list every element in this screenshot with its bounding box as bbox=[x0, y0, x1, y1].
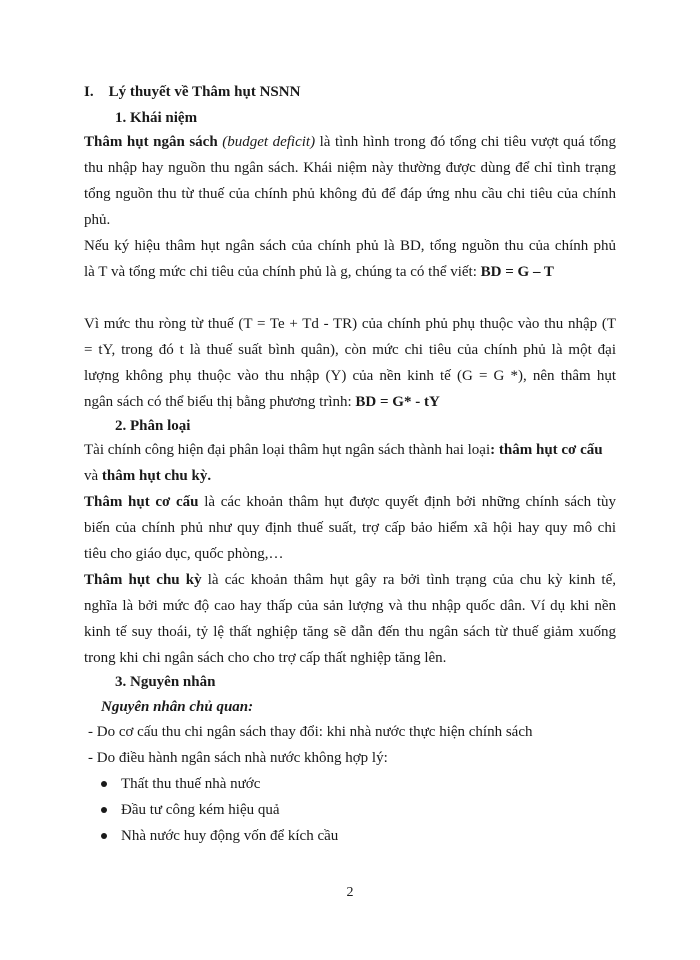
bullet-item-3: Nhà nước huy động vốn để kích cầu bbox=[121, 828, 339, 844]
bullet-icon bbox=[101, 833, 107, 839]
heading-classification: 2. Phân loại bbox=[115, 418, 191, 434]
structural-line-3: tiêu cho giáo dục, quốc phòng,… bbox=[84, 546, 284, 562]
structural-term: Thâm hụt cơ cấu bbox=[84, 494, 199, 510]
concept-paragraph-line-6 bbox=[84, 262, 554, 282]
concept-line-6-text: là T và tổng mức chi tiêu của chính phủ là g, chúng ta có thể viết: bbox=[84, 264, 477, 280]
concept-paragraph-line-2: thu nhập hay nguồn thu ngân sách. Khái niệm này thường được dùng để chỉ tình trạng bbox=[84, 160, 616, 176]
concept-paragraph-line-1 bbox=[84, 132, 616, 152]
concept-line-1-text: là tình hình trong đó tổng chi tiêu vượt quá tổng bbox=[319, 134, 617, 150]
subjective-causes-heading: Nguyên nhân chủ quan: bbox=[101, 699, 254, 715]
page-number: 2 bbox=[346, 885, 354, 900]
cyclical-line-2: nghĩa là bởi mức độ cao hay thấp của sản lượng và thu nhập quốc dân. Ví dụ khi nền bbox=[84, 598, 616, 614]
classification-intro-colon: : bbox=[490, 442, 496, 458]
section-heading: I. Lý thuyết về Thâm hụt NSNN bbox=[84, 84, 301, 100]
term-budget-deficit: Thâm hụt ngân sách bbox=[84, 134, 218, 150]
concept-paragraph-line-3: tổng nguồn thu từ thuế của chính phủ không đủ để đáp ứng nhu cầu chi tiêu của chính bbox=[84, 186, 616, 202]
classification-intro-line-2 bbox=[84, 466, 211, 486]
bullet-item-2: Đầu tư công kém hiệu quả bbox=[121, 802, 280, 818]
structural-line-1-text: là các khoản thâm hụt được quyết định bởi những chính sách tùy bbox=[204, 494, 616, 510]
bullet-icon bbox=[101, 781, 107, 787]
concept-paragraph-line-4: phủ. bbox=[84, 212, 111, 228]
formula-bd-gstar-ty: BD = G* - tY bbox=[355, 394, 440, 410]
concept-paragraph-line-9: lượng không phụ thuộc vào thu nhập (Y) của nền kinh tế (G = G *), nên thâm hụt bbox=[84, 368, 616, 384]
formula-bd-g-t: BD = G – T bbox=[480, 264, 554, 280]
classification-intro-line-1 bbox=[84, 440, 603, 460]
heading-causes: 3. Nguyên nhân bbox=[115, 674, 216, 690]
type-structural: thâm hụt cơ cấu bbox=[498, 442, 603, 458]
cyclical-line-1 bbox=[84, 570, 616, 590]
concept-paragraph-line-5: Nếu ký hiệu thâm hụt ngân sách của chính phủ là BD, tổng nguồn thu của chính phủ bbox=[84, 238, 616, 254]
cyclical-line-3: kinh tế suy thoái, tỷ lệ thất nghiệp tăng sẽ dẫn đến thu ngân sách từ thuế giảm xuống bbox=[84, 624, 616, 640]
concept-paragraph-line-10 bbox=[84, 392, 440, 412]
bullet-icon bbox=[101, 807, 107, 813]
structural-line-1 bbox=[84, 492, 616, 512]
cyclical-line-1-text: là các khoản thâm hụt gây ra bởi tình trạng của chu kỳ kinh tế, bbox=[207, 572, 616, 588]
dash-item-2: - Do điều hành ngân sách nhà nước không hợp lý: bbox=[88, 750, 388, 766]
classification-intro-text: Tài chính công hiện đại phân loại thâm hụt ngân sách thành hai loại bbox=[84, 442, 491, 458]
cyclical-term: Thâm hụt chu kỳ bbox=[84, 572, 202, 588]
bullet-item-1: Thất thu thuế nhà nước bbox=[121, 776, 261, 792]
cyclical-line-4: trong khi chi ngân sách cho cho trợ cấp thất nghiệp tăng lên. bbox=[84, 650, 447, 666]
type-cyclical: thâm hụt chu kỳ. bbox=[101, 468, 212, 484]
term-english: (budget deficit) bbox=[222, 134, 316, 150]
dash-item-1: - Do cơ cấu thu chi ngân sách thay đổi: khi nhà nước thực hiện chính sách bbox=[88, 724, 533, 740]
concept-paragraph-line-8: = tY, trong đó t là thuế suất bình quân), còn mức chi tiêu của chính phủ là một đại bbox=[84, 342, 616, 358]
word-and: và bbox=[84, 468, 99, 484]
concept-paragraph-line-7: Vì mức thu ròng từ thuế (T = Te + Td - TR) của chính phủ phụ thuộc vào thu nhập (T bbox=[84, 316, 616, 332]
structural-line-2: biến của chính phủ như quy định thuế suất, trợ cấp bảo hiểm xã hội hay quy mô chi bbox=[84, 520, 616, 536]
heading-concept: 1. Khái niệm bbox=[115, 110, 198, 126]
concept-line-10-text: ngân sách có thể biểu thị bằng phương trình: bbox=[84, 394, 352, 410]
